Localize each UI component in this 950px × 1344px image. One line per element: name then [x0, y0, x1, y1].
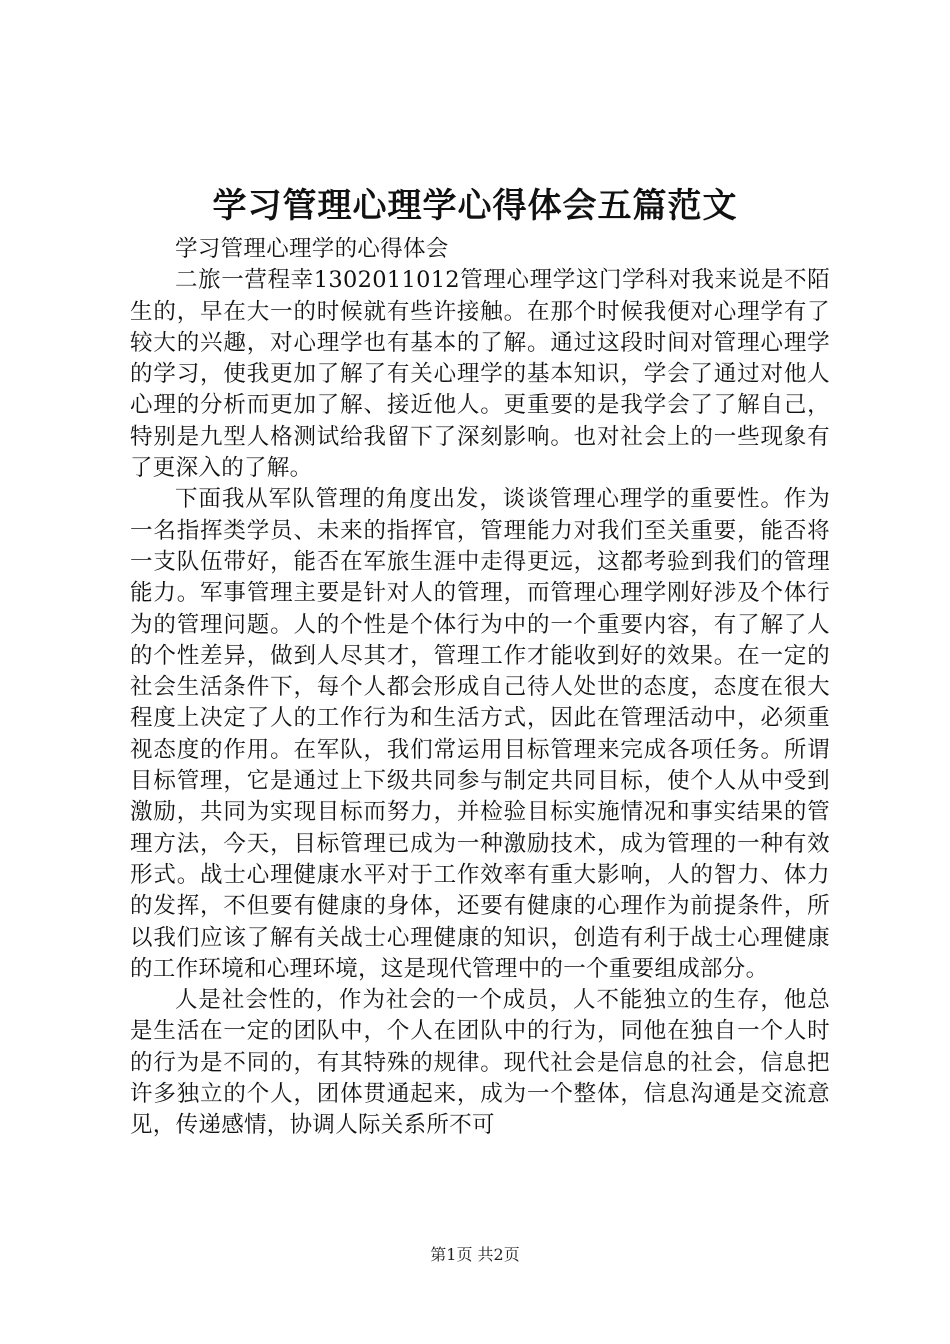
document-title: 学习管理心理学心得体会五篇范文: [212, 186, 738, 226]
paragraph-2: 下面我从军队管理的角度出发，谈谈管理心理学的重要性。作为一名指挥类学员、未来的指挥官，管理能力对我们至关重要，能否将一支队伍带好，能否在军旅生涯中走得更远，这都考验到我们的管理能力。军事管理主要是针对人的管理，而管理心理学刚好涉及个体行为的管理问题。人的个性是个体行为中的一个重要内容，有了解了人的个性差异，做到人尽其才，管理工作才能收到好的效果。在一定的社会生活条件下，每个人都会形成自己待人处世的态度，态度在很大程度上决定了人的工作行为和生活方式，因此在管理活动中，必须重视态度的作用。在军队，我们常运用目标管理来完成各项任务。所谓目标管理，它是通过上下级共同参与制定共同目标，使个人从中受到激励，共同为实现目标而努力，并检验目标实施情况和事实结果的管理方法，今天，目标管理已成为一种激励技术，成为管理的一种有效形式。战士心理健康水平对于工作效率有重大影响，人的智力、体力的发挥，不但要有健康的身体，还要有健康的心理作为前提条件，所以我们应该了解有关战士心理健康的知识，创造有利于战士心理健康的工作环境和心理环境，这是现代管理中的一个重要组成部分。: [130, 486, 830, 982]
paragraph-1: 二旅一营程幸1302011012管理心理学这门学科对我来说是不陌生的，早在大一的时候就有些许接触。在那个时候我便对心理学有了较大的兴趣，对心理学也有基本的了解。通过这段时间对管理心理学的学习，使我更加了解了有关心理学的基本知识，学会了通过对他人心理的分析而更加了解、接近他人。更重要的是我学会了了解自己，特别是九型人格测试给我留下了深刻影响。也对社会上的一些现象有了更深入的了解。: [130, 267, 830, 482]
paragraph-3: 人是社会性的，作为社会的一个成员，人不能独立的生存，他总是生活在一定的团队中，个人在团队中的行为，同他在独自一个人时的行为是不同的，有其特殊的规律。现代社会是信息的社会，信息把许多独立的个人，团体贯通起来，成为一个整体，信息沟通是交流意见，传递感情，协调人际关系所不可: [130, 987, 830, 1139]
document-body: [130, 234, 830, 1142]
page-number-footer: 第1页 共2页: [430, 1245, 520, 1264]
section-subtitle: 学习管理心理学的心得体会: [175, 236, 449, 262]
